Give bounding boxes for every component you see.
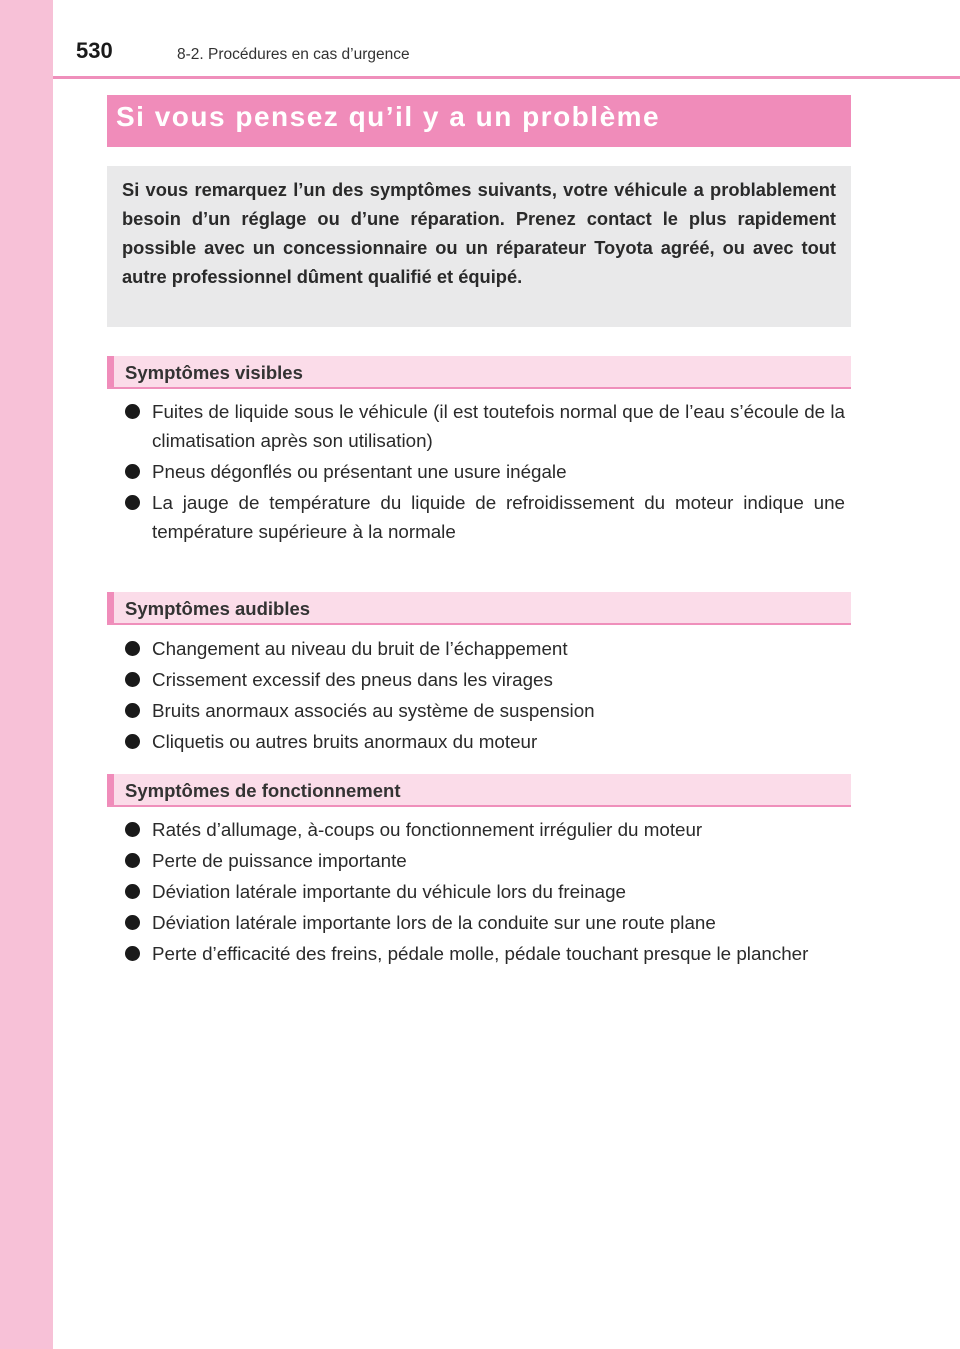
- chapter-breadcrumb: 8-2. Procédures en cas d’urgence: [177, 46, 410, 63]
- list-item: [125, 457, 845, 486]
- bullet-icon: [125, 495, 140, 510]
- list-item-text: Changement au niveau du bruit de l’échappement: [152, 638, 568, 659]
- list-item-text: Ratés d’allumage, à-coups ou fonctionnement irrégulier du moteur: [152, 819, 703, 840]
- list-item: [125, 815, 845, 844]
- bullet-icon: [125, 672, 140, 687]
- bullet-list-functioning: [125, 815, 845, 970]
- section-title: Symptômes audibles: [125, 598, 311, 619]
- section-title: Symptômes de fonctionnement: [125, 780, 401, 801]
- pink-side-margin: [0, 0, 53, 1349]
- section-header-functioning: [107, 774, 851, 807]
- list-item-text: Déviation latérale importante lors de la conduite sur une route plane: [152, 912, 716, 933]
- list-item-text: Pneus dégonflés ou présentant une usure inégale: [152, 461, 567, 482]
- page-title: Si vous pensez qu’il y a un problème: [116, 101, 661, 132]
- list-item: [125, 397, 845, 455]
- list-item-text: Déviation latérale importante du véhicule lors du freinage: [152, 881, 626, 902]
- list-item: [125, 877, 845, 906]
- bullet-icon: [125, 703, 140, 718]
- section-title: Symptômes visibles: [125, 362, 303, 383]
- section-header-visible: [107, 356, 851, 389]
- bullet-list-visible: [125, 397, 845, 548]
- intro-box: [107, 166, 851, 327]
- page-header: [53, 0, 960, 78]
- bullet-icon: [125, 884, 140, 899]
- bullet-list-audible: [125, 634, 845, 758]
- list-item: [125, 908, 845, 937]
- list-item-text: Cliquetis ou autres bruits anormaux du moteur: [152, 731, 538, 752]
- list-item: [125, 939, 845, 968]
- bullet-icon: [125, 915, 140, 930]
- bullet-icon: [125, 822, 140, 837]
- list-item-text: Bruits anormaux associés au système de suspension: [152, 700, 595, 721]
- bullet-icon: [125, 853, 140, 868]
- list-item: [125, 665, 845, 694]
- page-title-banner: [107, 95, 851, 147]
- bullet-icon: [125, 946, 140, 961]
- list-item: [125, 696, 845, 725]
- bullet-icon: [125, 464, 140, 479]
- section-header-audible: [107, 592, 851, 625]
- intro-paragraph: Si vous remarquez l’un des symptômes suivants, votre véhicule a problablement besoin d’un réglage ou d’une réparation. Prenez contact le plus rapidement possible avec un concessionnaire ou un réparateur Toyota agréé, ou avec tout autre professionnel dûment qualifié et équipé.: [122, 179, 836, 287]
- bullet-icon: [125, 641, 140, 656]
- list-item: [125, 846, 845, 875]
- list-item-text: Perte de puissance importante: [152, 850, 407, 871]
- header-divider: [53, 76, 960, 79]
- list-item-text: Perte d’efficacité des freins, pédale molle, pédale touchant presque le plancher: [152, 943, 809, 964]
- list-item: [125, 727, 845, 756]
- list-item-text: Fuites de liquide sous le véhicule (il est toutefois normal que de l’eau s’écoule de la climatisation après son utilisation): [152, 401, 845, 451]
- bullet-icon: [125, 734, 140, 749]
- list-item: [125, 488, 845, 546]
- bullet-icon: [125, 404, 140, 419]
- page-number: 530: [76, 38, 113, 63]
- list-item-text: Crissement excessif des pneus dans les virages: [152, 669, 553, 690]
- list-item-text: La jauge de température du liquide de refroidissement du moteur indique une température supérieure à la normale: [152, 492, 845, 542]
- list-item: [125, 634, 845, 663]
